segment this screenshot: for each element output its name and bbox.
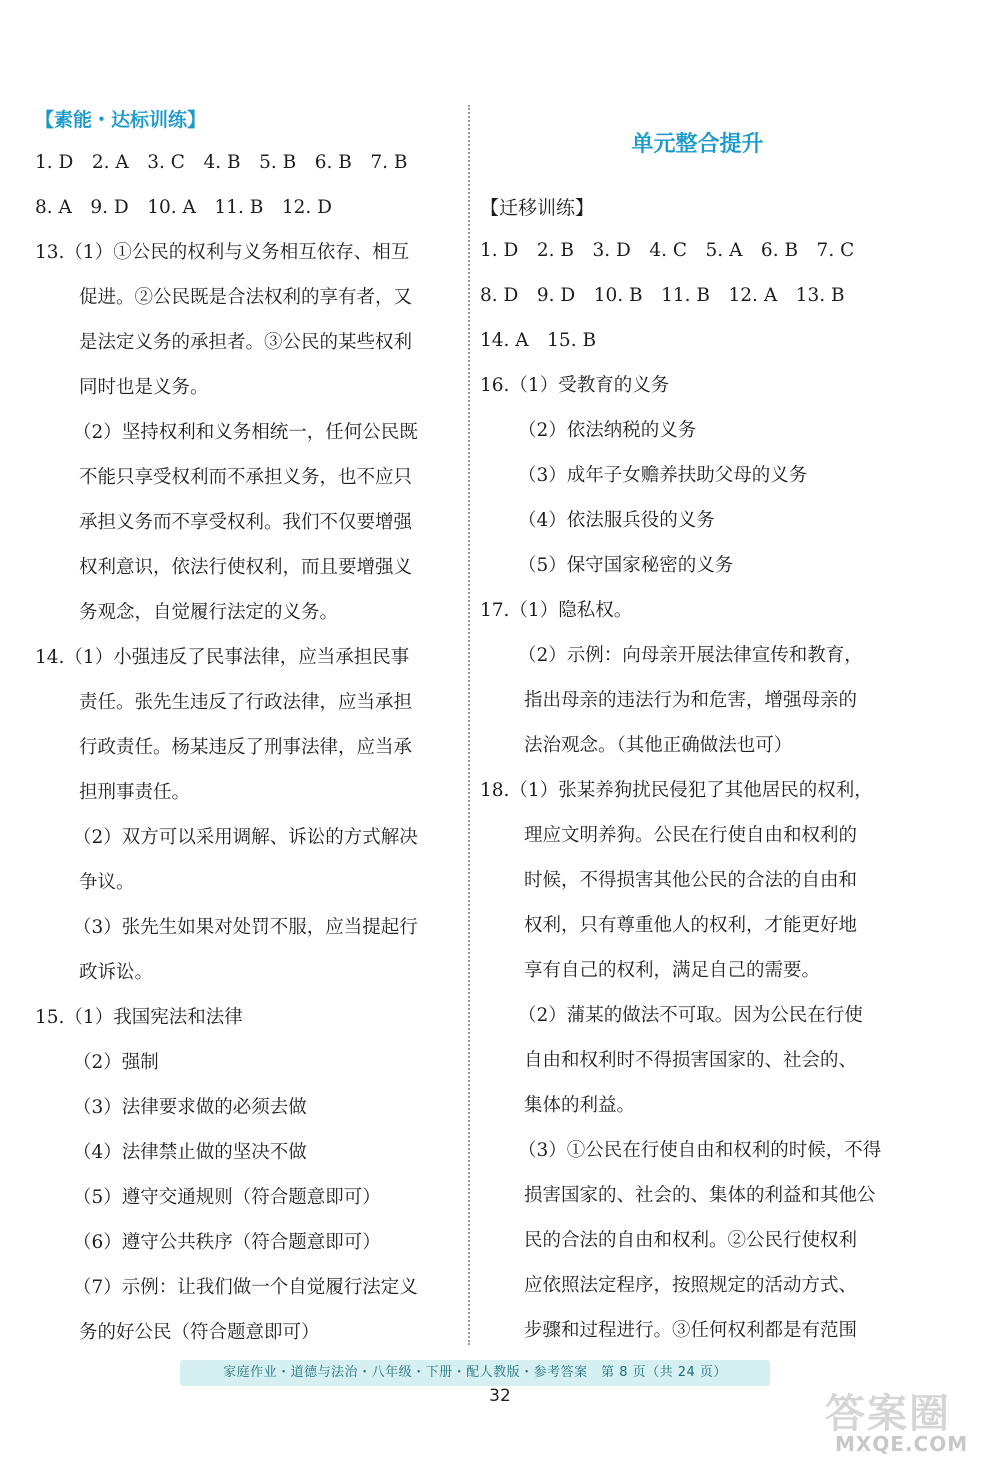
answer-line: 集体的利益。 (524, 1095, 636, 1116)
answer-line: （2）坚持权利和义务相统一，任何公民既 (73, 422, 418, 443)
answer-line: 享有自己的权利，满足自己的需要。 (524, 960, 821, 981)
answer-line: 责任。张先生违反了行政法律，应当承担 (79, 692, 413, 713)
answer-line: 承担义务而不享受权利。我们不仅要增强 (79, 512, 413, 533)
answer-line: 权利，只有尊重他人的权利，才能更好地 (524, 915, 858, 936)
answer-line: 17.（1）隐私权。 (480, 600, 633, 621)
answer-line: 1. D 2. A 3. C 4. B 5. B 6. B 7. B (35, 152, 408, 173)
answer-line: 16.（1）受教育的义务 (480, 375, 670, 396)
unit-title: 单元整合提升 (631, 132, 764, 157)
column-divider (468, 105, 470, 1345)
answer-line: 自由和权利时不得损害国家的、社会的、 (524, 1050, 858, 1071)
answer-line: 政诉讼。 (79, 962, 154, 983)
section-label-training: 【素能・达标训练】 (35, 109, 207, 131)
answer-line: 法治观念。（其他正确做法也可） (524, 735, 793, 756)
answer-line: 权利意识，依法行使权利，而且要增强义 (79, 557, 413, 578)
answer-line: （3）张先生如果对处罚不服，应当提起行 (73, 917, 418, 938)
answer-line: 15.（1）我国宪法和法律 (35, 1007, 243, 1028)
answer-line: （3）法律要求做的必须去做 (73, 1097, 307, 1118)
page-number: 32 (489, 1386, 511, 1406)
answer-line: 是法定义务的承担者。③公民的某些权利 (79, 332, 413, 353)
answer-line: （3）成年子女赡养扶助父母的义务 (518, 465, 808, 486)
answer-line: 不能只享受权利而不承担义务，也不应只 (79, 467, 413, 488)
answer-line: （2）强制 (73, 1052, 159, 1073)
answer-line: 同时也是义务。 (79, 377, 209, 398)
answer-line: 1. D 2. B 3. D 4. C 5. A 6. B 7. C (480, 240, 855, 261)
answer-line: 促进。②公民既是合法权利的享有者，又 (79, 287, 413, 308)
answer-line: 指出母亲的违法行为和危害，增强母亲的 (524, 690, 858, 711)
answer-line: 担刑事责任。 (79, 782, 191, 803)
answer-line: 8. D 9. D 10. B 11. B 12. A 13. B (480, 285, 845, 306)
watermark-main: 答案圈 (825, 1391, 951, 1437)
answer-line: （4）依法服兵役的义务 (518, 510, 715, 531)
answer-line: （3）①公民在行使自由和权利的时候，不得 (518, 1140, 882, 1161)
answer-line: 14. A 15. B (480, 330, 597, 351)
watermark-logo (825, 1380, 995, 1460)
answer-line: （2）双方可以采用调解、诉讼的方式解决 (73, 827, 418, 848)
section-label-transfer: 【迁移训练】 (480, 197, 595, 219)
answer-line: 时候，不得损害其他公民的合法的自由和 (524, 870, 858, 891)
answer-line: （2）依法纳税的义务 (518, 420, 697, 441)
answer-line: 步骤和过程进行。③任何权利都是有范围 (524, 1320, 858, 1341)
answer-line: 8. A 9. D 10. A 11. B 12. D (35, 197, 332, 218)
watermark-sub: MXQE.COM (835, 1432, 969, 1456)
answer-line: 损害国家的、社会的、集体的利益和其他公 (524, 1185, 876, 1206)
answer-line: 14.（1）小强违反了民事法律，应当承担民事 (35, 647, 410, 668)
answer-line: （2）蒲某的做法不可取。因为公民在行使 (518, 1005, 863, 1026)
answer-line: 18.（1）张某养狗扰民侵犯了其他居民的权利， (480, 780, 873, 801)
answer-line: （5）遵守交通规则（符合题意即可） (73, 1187, 381, 1208)
answer-line: 务观念，自觉履行法定的义务。 (79, 602, 339, 623)
answer-line: （6）遵守公共秩序（符合题意即可） (73, 1232, 381, 1253)
answer-line: （4）法律禁止做的坚决不做 (73, 1142, 307, 1163)
footer-bar: 家庭作业・道德与法治・八年级・下册・配人教版・参考答案 第 8 页（共 24 页） (180, 1360, 770, 1386)
answer-line: 行政责任。杨某违反了刑事法律，应当承 (79, 737, 413, 758)
answer-line: 理应文明养狗。公民在行使自由和权利的 (524, 825, 858, 846)
answer-line: （5）保守国家秘密的义务 (518, 555, 734, 576)
answer-line: （2）示例：向母亲开展法律宣传和教育， (518, 645, 863, 666)
answer-line: （7）示例：让我们做一个自觉履行法定义 (73, 1277, 418, 1298)
answer-line: 应依照法定程序，按照规定的活动方式、 (524, 1275, 858, 1296)
answer-line: 争议。 (79, 872, 135, 893)
answer-line: 13.（1）①公民的权利与义务相互依存、相互 (35, 242, 410, 263)
answer-line: 务的好公民（符合题意即可） (79, 1322, 320, 1343)
answer-line: 民的合法的自由和权利。②公民行使权利 (524, 1230, 858, 1251)
